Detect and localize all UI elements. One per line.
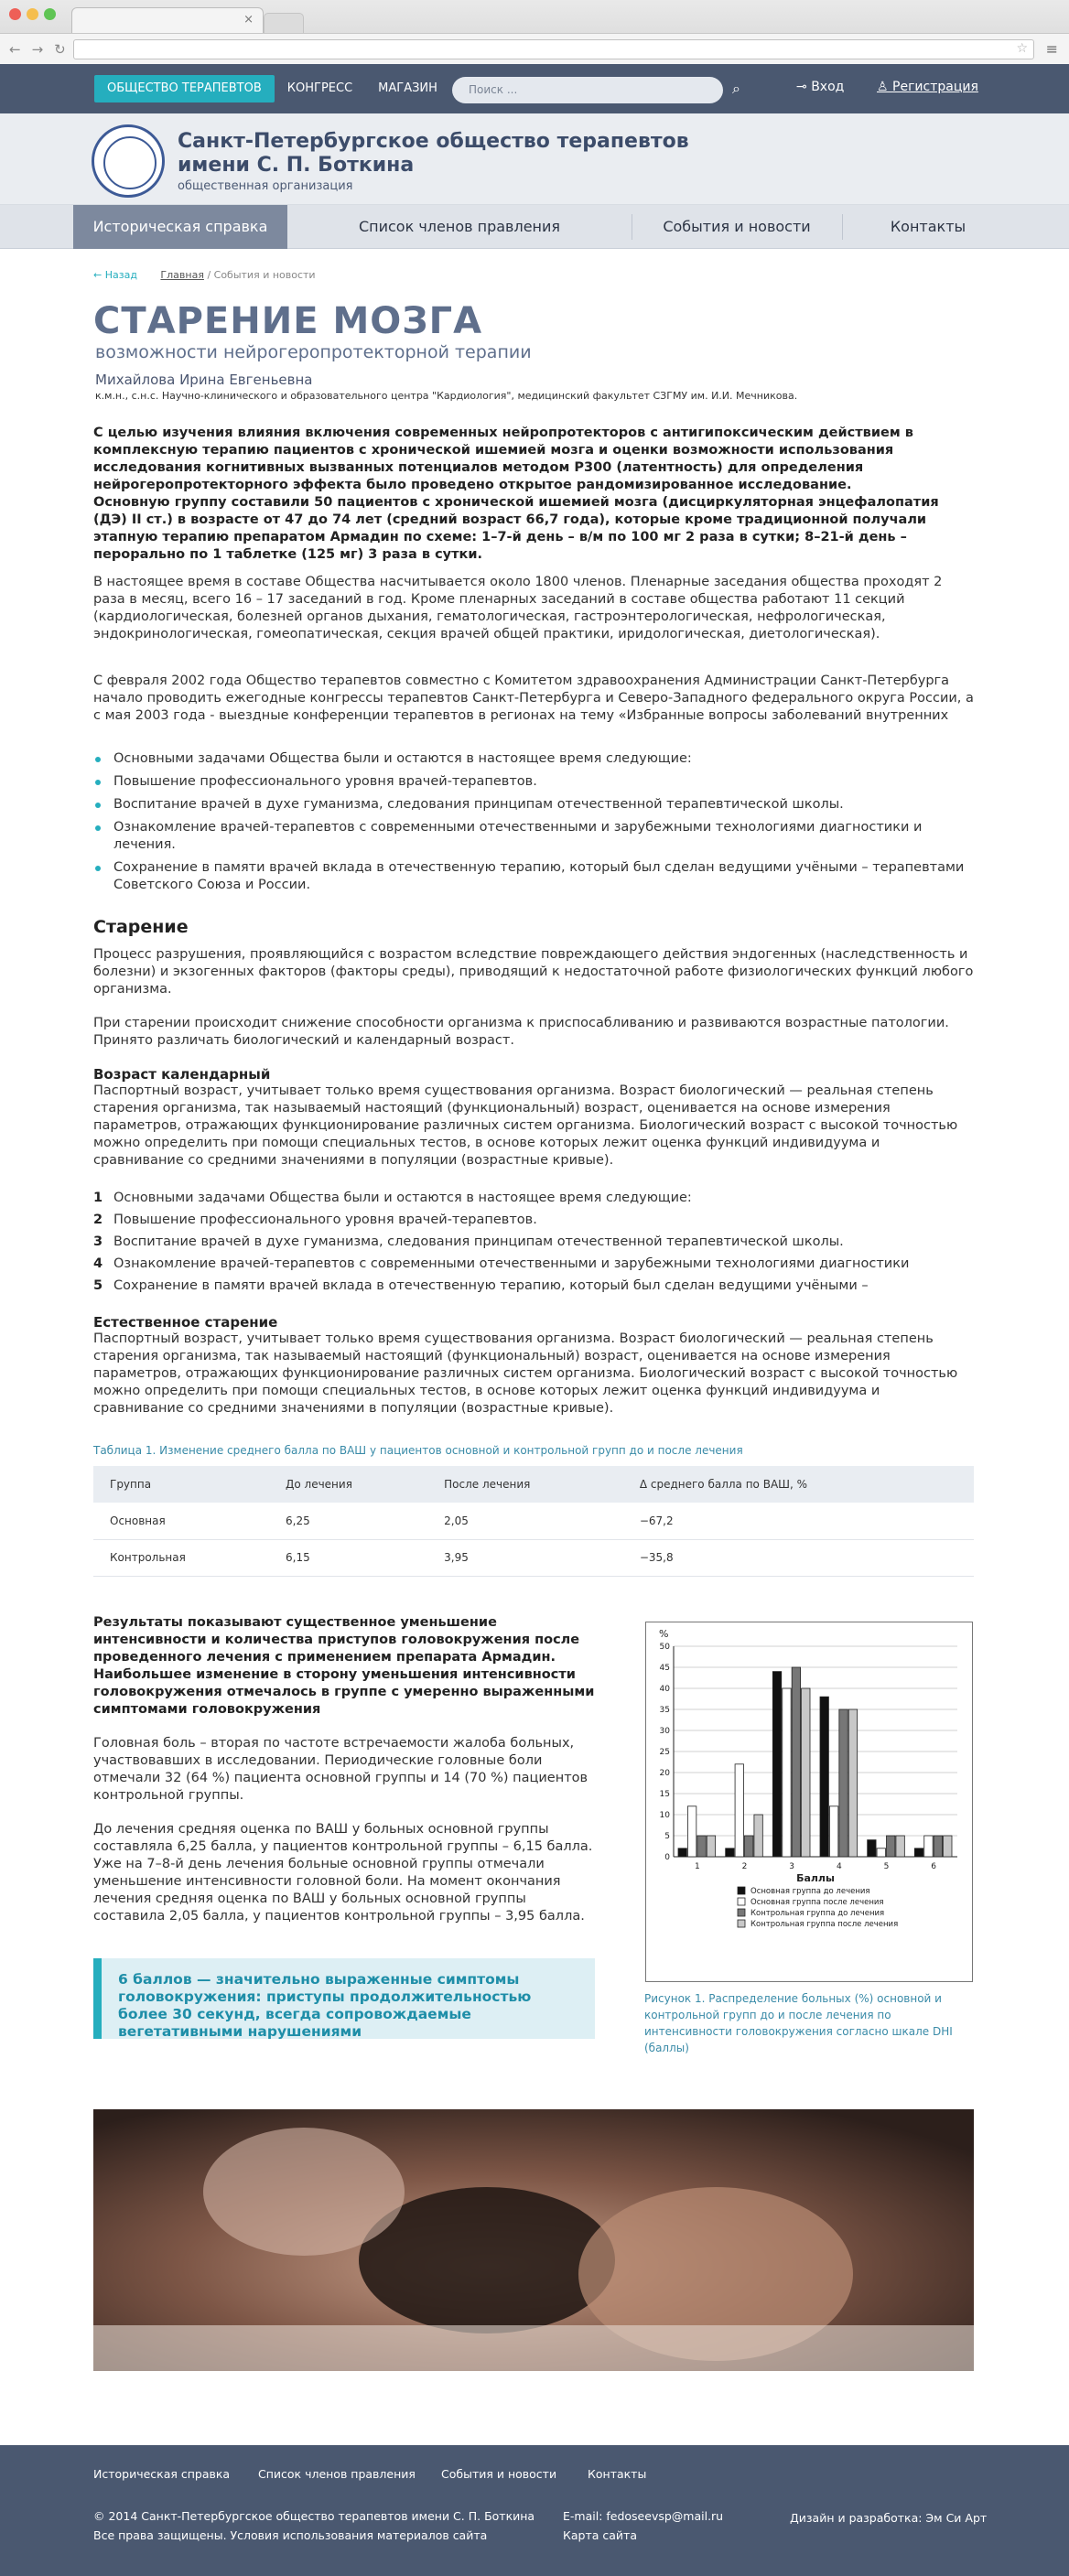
list-item — [93, 1190, 974, 1207]
back-link[interactable]: ← Назад — [93, 269, 137, 281]
footer-link-contacts[interactable]: Контакты — [588, 2467, 647, 2481]
footer-copyright: © 2014 Санкт-Петербургское общество терапевтов имени С. П. Боткина — [93, 2509, 535, 2523]
page-subtitle: возможности нейрогеропротекторной терапии — [95, 342, 532, 362]
footer-link-board[interactable]: Список членов правления — [258, 2467, 416, 2481]
section-natural-aging — [93, 1314, 974, 1417]
list-item: Ознакомление врачей-терапевтов с современными отечественными и зарубежными технологиями диагностики и лечения. — [93, 819, 974, 854]
item-number: 3 — [93, 1234, 103, 1249]
new-tab-button[interactable] — [264, 13, 304, 33]
item-text: Повышение профессионального уровня врачей-терапевтов. — [113, 1213, 537, 1227]
author-credentials: к.м.н., с.н.с. Научно-клинического и образовательного центра "Кардиология", медицинский факультет СЗГМУ им. И.И. Мечникова. — [95, 390, 798, 402]
paragraph-text: В настоящее время в составе Общества насчитывается около 1800 членов. Пленарные заседания общества проходят 2 раза в месяц, всего 16 – 17 заседаний в год. Кроме пленарных заседаний в составе общества работают 11 секций (кардиологическая, болезней органов дыхания, гематологическая, гастроэнтерологическая, нефрологическая, эндокринологическая, гомеопатическая, секция врачей общей практики, иридологическая, диетологическая). — [93, 575, 943, 641]
y-tick-label: 40 — [659, 1685, 670, 1694]
close-window-button[interactable] — [9, 8, 21, 20]
table-cell: −67,2 — [623, 1503, 974, 1539]
lead-paragraph-1: С целью изучения влияния включения современных нейропротекторов с антигипоксическим действием в комплексную терапию пациентов с хронической ишемией мозга и оценки возможности использования исследования когнитивных вызванных потенциалов методом Р300 (латентность) для определения нейрогеропротекторного эффекта было проведено открытое рандомизированное исследование. — [93, 426, 913, 492]
mainnav-board[interactable]: Список членов правления — [358, 218, 561, 235]
y-tick-label: 25 — [659, 1748, 670, 1757]
bar — [726, 1848, 734, 1857]
column-header: Группа — [93, 1466, 269, 1503]
list-item — [93, 1212, 974, 1229]
results-bold: Результаты показывают существенное уменьшение интенсивности и количества приступов головокружения после проведенного лечения с применением препарата Армадин. Наибольшее изменение в сторону уменьшения интенсивности головокружения отмечалось в группе с умеренно выраженными симптомами головокружения — [93, 1615, 595, 1717]
legend-label: Основная группа после лечения — [750, 1898, 884, 1907]
forward-arrow-icon[interactable]: → — [31, 41, 44, 58]
footer-link-events[interactable]: События и новости — [441, 2467, 557, 2481]
topnav-society[interactable]: ОБЩЕСТВО ТЕРАПЕВТОВ — [94, 75, 275, 102]
list-item: Воспитание врачей в духе гуманизма, следования принципам отечественной терапевтической школы. — [93, 796, 974, 814]
bar — [839, 1709, 848, 1857]
y-tick-label: 10 — [659, 1811, 670, 1820]
bar — [783, 1688, 791, 1857]
lead-paragraph-2: Основную группу составили 50 пациентов с хронической ишемией мозга (дисциркуляторная энцефалопатия (ДЭ) II ст.) в возрасте от 47 до 74 лет (средний возраст 66,7 года), которые кроме традиционной получали этапную терапию препаратом Армадин по схеме: 1–7-й день – в/м по 100 мг 2 раза в сутки; 8–21-й день – перорально по 1 таблетке (125 мг) 3 раза в сутки. — [93, 495, 939, 562]
register-label: Регистрация — [892, 80, 978, 94]
back-arrow-icon[interactable]: ← — [9, 41, 21, 58]
x-axis-label: Баллы — [796, 1872, 835, 1884]
mainnav-contacts[interactable]: Контакты — [890, 218, 966, 235]
paragraph-text: Паспортный возраст, учитывает только время существования организма. Возраст биологический — реальная степень старения организма, так называемый настоящий (функциональный) возраст, оценивается на основе измерения параметров, отражающих функционирование различных систем организма. Биологический возраст с высокой точностью можно определить при помощи специальных тестов, в основе которых лежит оценка функций индивидуума и сравнивание со средними значениями в популяции (возрастные кривые). — [93, 1083, 958, 1168]
bar — [944, 1836, 952, 1857]
x-tick-label: 6 — [931, 1862, 937, 1871]
x-tick-label: 4 — [836, 1862, 842, 1871]
table-cell: Контрольная — [93, 1539, 269, 1576]
site-header — [0, 113, 1069, 205]
footer-design-credit[interactable]: Дизайн и разработка: Эм Си Арт — [790, 2511, 988, 2525]
item-text: Сохранение в памяти врачей вклада в отечественную терапию, который был сделан ведущими учёными – — [113, 1278, 869, 1293]
register-link[interactable] — [877, 80, 978, 94]
numbered-list — [93, 1190, 974, 1299]
table-cell: 6,25 — [269, 1503, 427, 1539]
paragraph-text: До лечения средняя оценка по ВАШ у больных основной группы составляла 6,25 балла, у пациентов контрольной группы – 6,15 балла. Уже на 7–8-й день лечения больные основной группы отмечали уменьшение интенсивности головной боли. На момент окончания лечения средняя оценка по ВАШ у больных основной группы составила 2,05 балла, у пациентов контрольной группы – 3,95 балла. — [93, 1822, 593, 1924]
mainnav-history[interactable]: Историческая справка — [73, 205, 287, 249]
y-tick-label: 5 — [664, 1832, 670, 1841]
column-header: После лечения — [427, 1466, 623, 1503]
y-tick-label: 45 — [659, 1664, 670, 1673]
bar — [754, 1815, 762, 1857]
org-title — [178, 130, 727, 178]
tab-bar — [0, 0, 1069, 33]
table-caption — [93, 1444, 974, 1457]
site-topbar — [0, 64, 1069, 113]
x-tick-label: 5 — [883, 1862, 890, 1871]
legend-label: Контрольная группа после лечения — [750, 1920, 899, 1929]
table-row — [93, 1539, 974, 1576]
bar — [896, 1836, 904, 1857]
bar — [687, 1806, 696, 1857]
bar — [707, 1836, 715, 1857]
legend-swatch — [738, 1887, 745, 1894]
column-header: Δ среднего балла по ВАШ, % — [623, 1466, 974, 1503]
table-header-row — [93, 1466, 974, 1503]
legend-swatch — [738, 1898, 745, 1905]
bar — [735, 1764, 743, 1857]
paragraph-text: Головная боль – вторая по частоте встречаемости жалоба больных, участвовавших в исследовании. Периодические головные боли отмечали 32 (64 %) пациента основной группы и 14 (70 %) пациентов контрольной группы. — [93, 1736, 588, 1803]
list-item — [93, 1277, 974, 1295]
footer-sitemap[interactable]: Карта сайта — [563, 2528, 637, 2542]
table-cell: 2,05 — [427, 1503, 623, 1539]
mainnav-events[interactable]: События и новости — [663, 218, 811, 235]
highlight-quote: 6 баллов — значительно выраженные симптомы головокружения: приступы продолжительностью более 30 секунд, всегда сопровождаемые вегетативными нарушениями — [93, 1958, 595, 2039]
table-cell: −35,8 — [623, 1539, 974, 1576]
caption-text: Таблица 1. Изменение среднего балла по ВАШ у пациентов основной и контрольной групп до и после лечения — [93, 1444, 743, 1457]
bar — [868, 1840, 876, 1857]
article-photo — [93, 2109, 974, 2371]
paragraph-text: Процесс разрушения, проявляющийся с возрастом вследствие повреждающего действия эндогенных (наследственность и болезни) и экзогенных факторов (факторы среды), приводящий к недостаточной работе физиологических функций любого организма. — [93, 947, 974, 997]
y-tick-label: 30 — [659, 1727, 670, 1736]
maximize-window-button[interactable] — [44, 8, 56, 20]
page-title: СТАРЕНИЕ МОЗГА — [93, 300, 483, 342]
key-icon: ⊸ — [796, 80, 812, 94]
org-title-line1: Санкт-Петербургское общество терапевтов — [178, 130, 689, 153]
browser-nav-buttons — [9, 41, 66, 58]
y-tick-label: 0 — [664, 1853, 670, 1862]
bar — [820, 1697, 828, 1857]
browser-chrome — [0, 0, 1069, 64]
list-item — [93, 1256, 974, 1273]
browser-menu-icon[interactable]: ≡ — [1045, 40, 1058, 58]
society-logo[interactable] — [92, 124, 165, 198]
item-number: 5 — [93, 1278, 103, 1293]
bullet-list — [93, 750, 974, 900]
address-row — [0, 33, 1069, 64]
subsection-heading: Возраст календарный — [93, 1066, 271, 1083]
main-nav — [0, 205, 1069, 249]
bar — [924, 1836, 933, 1857]
bar — [934, 1836, 942, 1857]
y-axis-label: % — [659, 1628, 669, 1640]
figure-chart — [645, 1622, 973, 1982]
login-label: Вход — [811, 80, 845, 94]
paragraph-congress — [93, 673, 974, 725]
bookmark-star-icon[interactable]: ☆ — [1016, 41, 1028, 56]
bar-chart — [646, 1622, 972, 1981]
list-item — [93, 1234, 974, 1251]
table-cell: 3,95 — [427, 1539, 623, 1576]
breadcrumb-home[interactable]: Главная — [160, 269, 204, 281]
bar — [772, 1672, 781, 1857]
footer-rights[interactable]: Все права защищены. Условия использования материалов сайта — [93, 2528, 488, 2542]
search-input[interactable]: Поиск ... — [452, 77, 723, 103]
footer-email[interactable]: E-mail: fedoseevsp@mail.ru — [563, 2509, 724, 2523]
address-bar[interactable] — [73, 39, 1034, 59]
browser-tab[interactable] — [71, 7, 264, 33]
topnav-shop[interactable]: МАГАЗИН — [378, 81, 437, 95]
paragraph-text: Паспортный возраст, учитывает только время существования организма. Возраст биологический — реальная степень старения организма, так называемый настоящий (функциональный) возраст, оценивается на основе измерения параметров, отражающих функционирование различных систем организма. Биологический возраст с высокой точностью можно определить при помощи специальных тестов, в основе которых лежит оценка функций индивидуума и сравнивание со средними значениями в популяции (возрастные кривые). — [93, 1331, 958, 1416]
item-number: 2 — [93, 1213, 103, 1227]
x-tick-label: 2 — [741, 1862, 748, 1871]
legend-swatch — [738, 1909, 745, 1916]
results-section — [93, 1614, 597, 1925]
item-number: 1 — [93, 1191, 103, 1205]
x-tick-label: 1 — [694, 1862, 700, 1871]
login-link[interactable] — [796, 80, 844, 94]
bar — [792, 1667, 800, 1857]
x-tick-label: 3 — [789, 1862, 795, 1871]
section-heading: Старение — [93, 917, 189, 937]
top-nav — [94, 75, 450, 102]
bar — [802, 1688, 810, 1857]
item-text: Ознакомление врачей-терапевтов с современными отечественными и зарубежными технологиями диагностики — [113, 1256, 910, 1271]
legend-swatch — [738, 1920, 745, 1927]
item-text: Основными задачами Общества были и остаются в настоящее время следующие: — [113, 1191, 692, 1205]
y-tick-label: 20 — [659, 1769, 670, 1778]
paragraph-members — [93, 574, 974, 643]
column-header: До лечения — [269, 1466, 427, 1503]
breadcrumb — [93, 269, 316, 281]
bar — [829, 1806, 837, 1857]
org-subtitle: общественная организация — [178, 179, 353, 193]
search-icon[interactable]: ⌕ — [732, 80, 740, 97]
reload-icon[interactable]: ↻ — [54, 41, 66, 58]
legend-label: Контрольная группа до лечения — [750, 1909, 885, 1918]
bar — [887, 1836, 895, 1857]
user-icon: ♙ — [877, 80, 893, 94]
photo-image — [93, 2109, 974, 2371]
table-cell: 6,15 — [269, 1539, 427, 1576]
list-item: Основными задачами Общества были и остаются в настоящее время следующие: — [93, 750, 974, 768]
close-tab-icon[interactable]: × — [243, 13, 254, 27]
table-row — [93, 1503, 974, 1539]
y-tick-label: 15 — [659, 1790, 670, 1799]
table-cell: Основная — [93, 1503, 269, 1539]
lead-section — [93, 425, 974, 564]
data-table — [93, 1466, 974, 1577]
site-footer — [0, 2445, 1069, 2576]
item-number: 4 — [93, 1256, 103, 1271]
paragraph-text: При старении происходит снижение способности организма к приспосабливанию и развиваются возрастные патологии. Принято различать биологический и календарный возраст. — [93, 1016, 949, 1048]
y-tick-label: 35 — [659, 1706, 670, 1715]
list-item: Повышение профессионального уровня врачей-терапевтов. — [93, 773, 974, 791]
topnav-congress[interactable]: КОНГРЕСС — [286, 81, 353, 95]
subsection-heading: Естественное старение — [93, 1314, 278, 1331]
bar — [914, 1848, 923, 1857]
bar — [877, 1848, 885, 1857]
bar — [745, 1836, 753, 1857]
figure-caption: Рисунок 1. Распределение больных (%) основной и контрольной групп до и после лечения по интенсивности головокружения согласно шкале DHI (баллы) — [644, 1992, 953, 2054]
y-tick-label: 50 — [659, 1643, 670, 1652]
legend-label: Основная группа до лечения — [750, 1887, 870, 1896]
bar — [848, 1709, 857, 1857]
org-title-line2: имени С. П. Боткина — [178, 154, 415, 177]
footer-link-history[interactable]: Историческая справка — [93, 2467, 231, 2481]
list-item: Сохранение в памяти врачей вклада в отечественную терапию, который был сделан ведущими учёными – терапевтами Советского Союза и России. — [93, 859, 974, 894]
window-controls — [9, 8, 56, 20]
bar — [678, 1848, 686, 1857]
item-text: Воспитание врачей в духе гуманизма, следования принципам отечественной терапевтической школы. — [113, 1234, 844, 1249]
author-name: Михайлова Ирина Евгеньевна — [95, 372, 313, 388]
breadcrumb-current: / События и новости — [207, 269, 316, 281]
minimize-window-button[interactable] — [27, 8, 38, 20]
paragraph-text: С февраля 2002 года Общество терапевтов совместно с Комитетом здравоохранения Администрации Санкт-Петербурга начало проводить ежегодные конгрессы терапевтов Санкт-Петербурга и Северо-Западного федерального округа России, а с мая 2003 года - выездные конференции терапевтов в регионах на тему «Избранные вопросы заболеваний внутренних — [93, 674, 974, 723]
bar — [697, 1836, 706, 1857]
section-aging — [93, 917, 974, 1169]
